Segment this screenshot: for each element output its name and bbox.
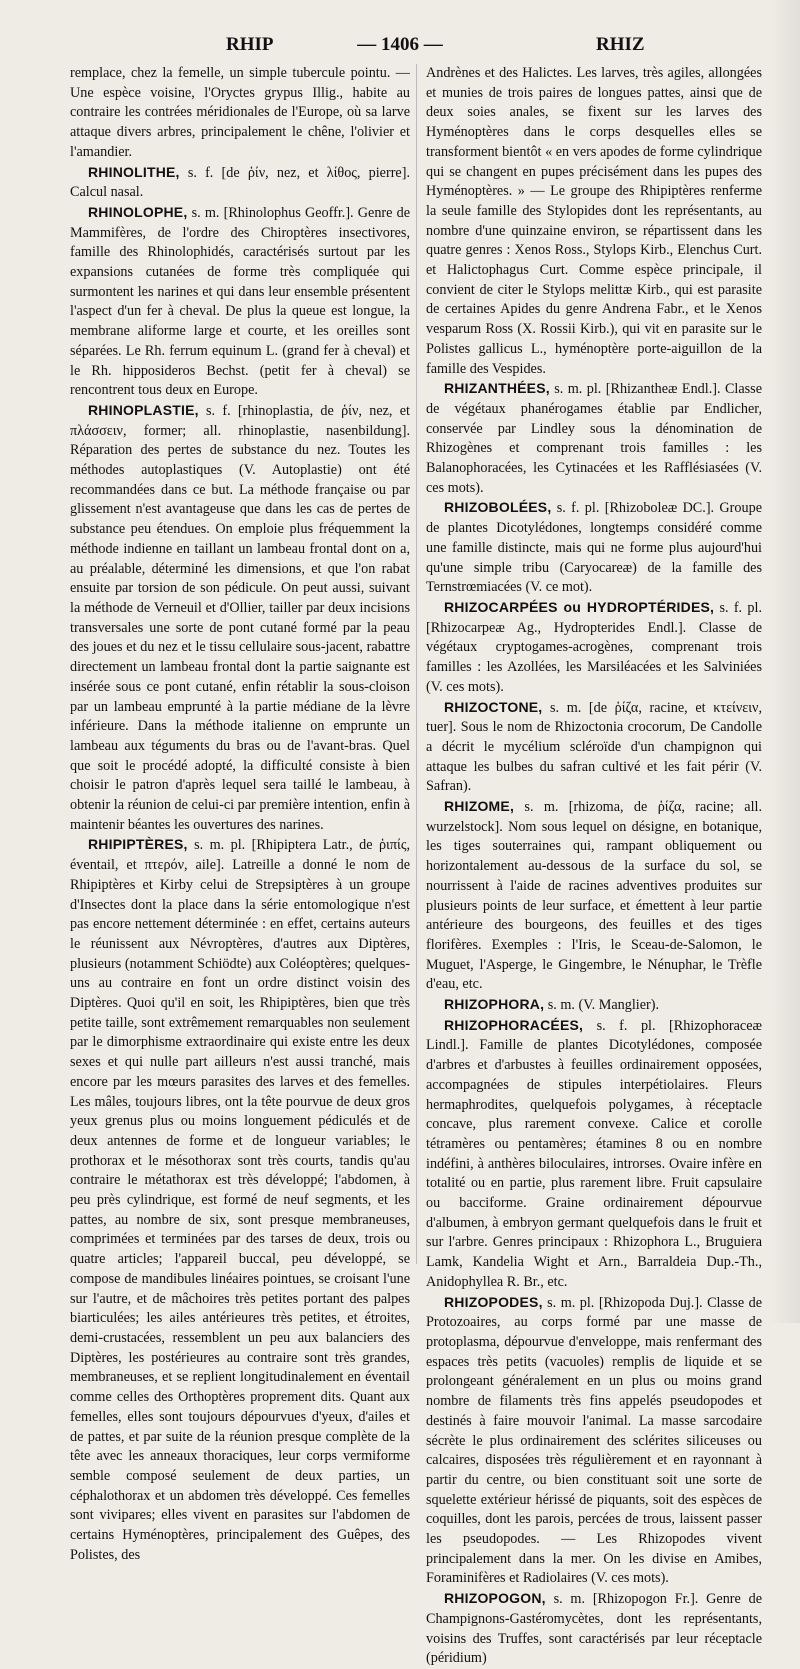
dictionary-entry [426, 598, 762, 698]
dictionary-entry [70, 203, 410, 401]
entry-headword: RHIZOPHORACÉES, [444, 1016, 584, 1033]
entry-text: s. f. [de ῥίν, nez, et λίθος, pierre]. Calcul nasal. [70, 164, 410, 201]
entry-text: s. m. [Rhinolophus Geoffr.]. Genre de Mammifères, de l'ordre des Chiroptères insectivores, famille des Rhinolophidés, caractérisés surtout par les expansions cutanées de forme très compliquée qui surmontent les narines et qui dans leur ensemble présentent l'aspect d'un fer à cheval. De plus la queue est longue, la membrane aliforme large et courte, et les oreilles sont séparées. Le Rh. ferrum equinum L. (grand fer à cheval) et le Rh. hipposideros Bechst. (petit fer à cheval) se rencontrent tous deux en Europe. [70, 204, 410, 399]
dictionary-entry [70, 163, 410, 203]
dictionary-entry [70, 835, 410, 1565]
right-column [426, 64, 762, 1667]
entry-text: s. m. [rhizoma, de ῥίζα, racine; all. wurzelstock]. Nom sous lequel on désigne, en botanique, les tiges souterraines qui, rampant obliquement ou horizontalement au-dessous de la surface du sol, se nourrissent à l'aide de racines adventives produites sur plusieurs points de leur surface, et émettent à leur partie antérieure des bourgeons, des feuilles et des tiges florifères. Exemples : l'Iris, le Sceau-de-Salomon, le Muguet, l'Asperge, le Gingembre, le Nénuphar, le Trèfle d'eau, etc. [426, 799, 762, 993]
entry-headword: RHIZOCARPÉES ou HYDROPTÉRIDES, [444, 598, 715, 615]
running-head [0, 26, 800, 60]
entry-text: Andrènes et des Halictes. Les larves, très agiles, allongées et munies de trois paires de longues pattes, ainsi que de deux soies anales, se fixent sur les larves des Hyménoptères dans le corps desquelles elles se transforment bientôt « en vers apodes de forme cylindrique qui se changent en pupes précisément dans les pupes des Hyménoptères. » — Le groupe des Rhipiptères renferme la seule famille des Stylopides dont les représentants, au nombre d'une quinzaine environ, se répartissent dans les quatre genres : Xenos Ross., Stylops Kirb., Elenchus Curt. et Halictophagus Curt. Comme espèce principale, il convient de citer le Stylops melittæ Kirb., qui est parasite de certaines Apides du genre Andrena Fabr., et le Xenos vesparum Ross (X. Rossii Kirb.), qui vit en parasite sur le Polistes gallicus L., hyménoptère porte-aiguillon de la famille des Vespides. [426, 65, 762, 377]
entry-headword: RHIZOPOGON, [444, 1590, 546, 1607]
entry-headword: RHIPIPTÈRES, [88, 836, 188, 853]
entry-text: s. f. pl. [Rhizophoraceæ Lindl.]. Famille de plantes Dicotylédones, composée d'arbres et d'arbustes à feuilles ordinairement opposées, accompagnées de stipules interpétiolaires. Fleurs hermaphrodites, quelquefois polygames, à réceptacle concave, plus rarement convexe. Calice et corolle tétramères ou pentamères; étamines 8 ou en nombre indéfini, à anthères biloculaires, introrses. Ovaire infère en totalité ou en partie, plus rarement libre. Fruit capsulaire ou bacciforme. Graine ordinairement dépourvue d'albumen, à embryon germant quelquefois dans le fruit et sur l'arbre. Genres principaux : Rhizophora L., Bruguiera Lamk, Kandelia Wight et Arn., Barraldeia Dup.-Th., Anidophyllea R. Br., etc. [426, 1017, 762, 1290]
entry-headword: RHIZOBOLÉES, [444, 499, 552, 516]
dictionary-entry [426, 1589, 762, 1669]
dictionary-entry [426, 498, 762, 598]
dictionary-entry [426, 1293, 762, 1590]
dictionary-entry [426, 995, 762, 1016]
column-divider [416, 64, 417, 1264]
entry-text: s. m. [de ῥίζα, racine, et κτείνειν, tuer]. Sous le nom de Rhizoctonia crocorum, De Candolle a décrit le mycélium scléroïde d'un champignon qui attaque les bulbes du safran cultivé et les fait périr (V. Safran). [426, 699, 762, 795]
entry-text: s. m. pl. [Rhizantheæ Endl.]. Classe de végétaux phanérogames établie par Endlicher, conservée par Lindley sous la dénomination de Rhizogènes et comprenant trois familles : les Balanophoracées, les Cytinacées et les Rafflésiasées (V. ces mots). [426, 381, 762, 496]
entry-headword: RHIZOCTONE, [444, 698, 543, 715]
left-column [70, 64, 410, 1563]
entry-headword: RHINOLITHE, [88, 163, 180, 180]
entry-text: s. f. pl. [Rhizoboleæ DC.]. Groupe de plantes Dicotylédones, longtemps considéré comme une famille distincte, mais qui ne forme plus aujourd'hui qu'une simple tribu (Caryocareæ) de la famille des Ternstrœmiacées (V. ce mot). [426, 500, 762, 596]
continued-paragraph [70, 64, 410, 163]
dictionary-entry [70, 401, 410, 835]
dictionary-entry [426, 698, 762, 798]
entry-text: s. m. (V. Manglier). [544, 997, 660, 1014]
entry-text: s. f. [rhinoplastia, de ῥίν, nez, et πλάσσειν, former; all. rhinoplastie, nasenbildung]. Réparation des pertes de substance du nez. Toutes les méthodes autoplastiques (V. Autoplastie) ont été recommandées dans ce but. La méthode française ou par glissement n'est avantageuse que dans les cas de pertes de substance peu étendues. On emploie plus fréquemment la méthode indienne en taillant un lambeau frontal dont on a, au préalable, déterminé les dimensions, et que l'on rabat ensuite par torsion de son pédicule. On peut aussi, suivant la méthode de Verneuil et d'Ollier, tailler par deux incisions transversales une sorte de pont cutané formé par la peau des joues et du nez et le tissu cellulaire sous-jacent, rabattre directement un lambeau frontal dont la partie saignante est insérée sous ce pont cutané, enfin rétablir la sous-cloison par un lambeau emprunté à la partie médiane de la lèvre inférieure. Dans la méthode italienne on emprunte un lambeau aux téguments du bras ou de l'avant-bras. Quel que soit le procédé adopté, la difficulté consiste à bien choisir le patron d'après lequel sera taillé le lambeau, à obtenir la réunion de celui-ci par première intention, enfin à maintenir béantes les ouvertures des narines. [70, 402, 410, 833]
entry-headword: RHINOLOPHE, [88, 203, 188, 220]
entry-headword: RHIZANTHÉES, [444, 380, 550, 397]
right-heading: RHIZ [596, 34, 645, 55]
page-edge-shadow [770, 0, 800, 1323]
dictionary-entry [426, 379, 762, 498]
entry-text: s. f. pl. [Rhizocarpeæ Ag., Hydropterides Endl.]. Classe de végétaux cryptogames-acrogènes, comprenant trois familles : les Azollées, les Marsiléacées et les Salviniées (V. ces mots). [426, 599, 762, 695]
entry-text: s. m. pl. [Rhipiptera Latr., de ῥιπίς, éventail, et πτερόν, aile]. Latreille a donné le nom de Rhipiptères et Kirby celui de Strepsiptères à un groupe d'Insectes dont la place dans la série entomologique n'est pas encore nettement déterminée : en effet, certains auteurs le réunissent aux Névroptères, d'autres aux Diptères, plusieurs (notamment Schiödte) aux Coléoptères; quelques-uns au contraire en font un ordre distinct voisin des Diptères. Quoi qu'il en soit, les Rhipiptères, bien que très petite taille, sont extrêmement remarquables non seulement par le dimorphisme extraordinaire qui existe entre les deux sexes et qui nulle part ailleurs n'est aussi tranché, mais encore par les mœurs parasites des larves et des femelles. Les mâles, toujours libres, ont la tête pourvue de deux gros yeux grenus plus ou moins longuement pédiculés et de deux antennes de forme et de longueur variables; le prothorax et le mésothorax sont très courts, tandis qu'au contraire le métathorax est très développé; l'abdomen, à peu près cylindrique, est formé de neuf segments, et les pattes, au nombre de six, sont presque membraneuses, comprimées et terminées par des tarses de deux, trois ou quatre articles; l'appareil buccal, peu développé, se compose de mandibules linéaires pointues, se croisant l'une sur l'autre, et de mâchoires très petites portant des palpes biarticulées; les ailes antérieures très petites, et étroites, demi-crustacées, ressemblent un peu aux balanciers des Diptères, les postérieures au contraire sont très grandes, membraneuses, et se replient longitudinalement en éventail comme celles des Orthoptères proprement dits. Quant aux femelles, elles sont toujours dépourvues d'yeux, d'ailes et de pattes, et par suite de la réunion presque complète de la tête avec les anneaux thoraciques, leur corps vermiforme semble composé seulement de deux parties, un céphalothorax et un abdomen très développé. Ces femelles sont vivipares; elles vivent en parasites sur l'abdomen de certains Hyménoptères, principalement des Guêpes, des Polistes, des [70, 837, 410, 1563]
page-number: — 1406 — [357, 34, 443, 55]
entry-text: remplace, chez la femelle, un simple tubercule pointu. — Une espèce voisine, l'Oryctes grypus Illig., habite au contraire les contrées méridionales de l'Europe, où sa larve attaque divers arbres, principalement le chêne, l'olivier et l'amandier. [70, 65, 410, 160]
continued-paragraph [426, 64, 762, 379]
dictionary-entry [426, 797, 762, 995]
entry-headword: RHIZOPODES, [444, 1293, 543, 1310]
entry-headword: RHIZOPHORA, [444, 996, 545, 1013]
dictionary-entry [426, 1016, 762, 1293]
entry-headword: RHIZOME, [444, 798, 515, 815]
entry-text: s. m. [Rhizopogon Fr.]. Genre de Champignons-Gastéromycètes, dont les représentants, voisins des Truffes, sont caractérisés par leur réceptacle (péridium) [426, 1591, 762, 1667]
entry-text: s. m. pl. [Rhizopoda Duj.]. Classe de Protozoaires, au corps formé par une masse de protoplasma, dépourvue d'enveloppe, mais renfermant des espaces très petits (vacuoles) remplis de liquide et se prolongeant généralement en un plus ou moins grand nombre de filaments très fins appelés pseudopodes et destinés à faire mouvoir l'animal. La masse sarcodaire sécrète le plus ordinairement des sclérites siliceuses ou calcaires, disposées très régulièrement et en rayonnant à partir du centre, ou bien constituant soit une sorte de squelette extérieur hérissé de piquants, soit des espèces de coquilles, dont les parois, percées de trous, laissent passer les pseudopodes. — Les Rhizopodes vivent principalement dans la mer. On les divise en Amibes, Foraminifères et Radiolaires (V. ces mots). [426, 1294, 762, 1587]
entry-headword: RHINOPLASTIE, [88, 401, 199, 418]
left-heading: RHIP [226, 34, 274, 55]
